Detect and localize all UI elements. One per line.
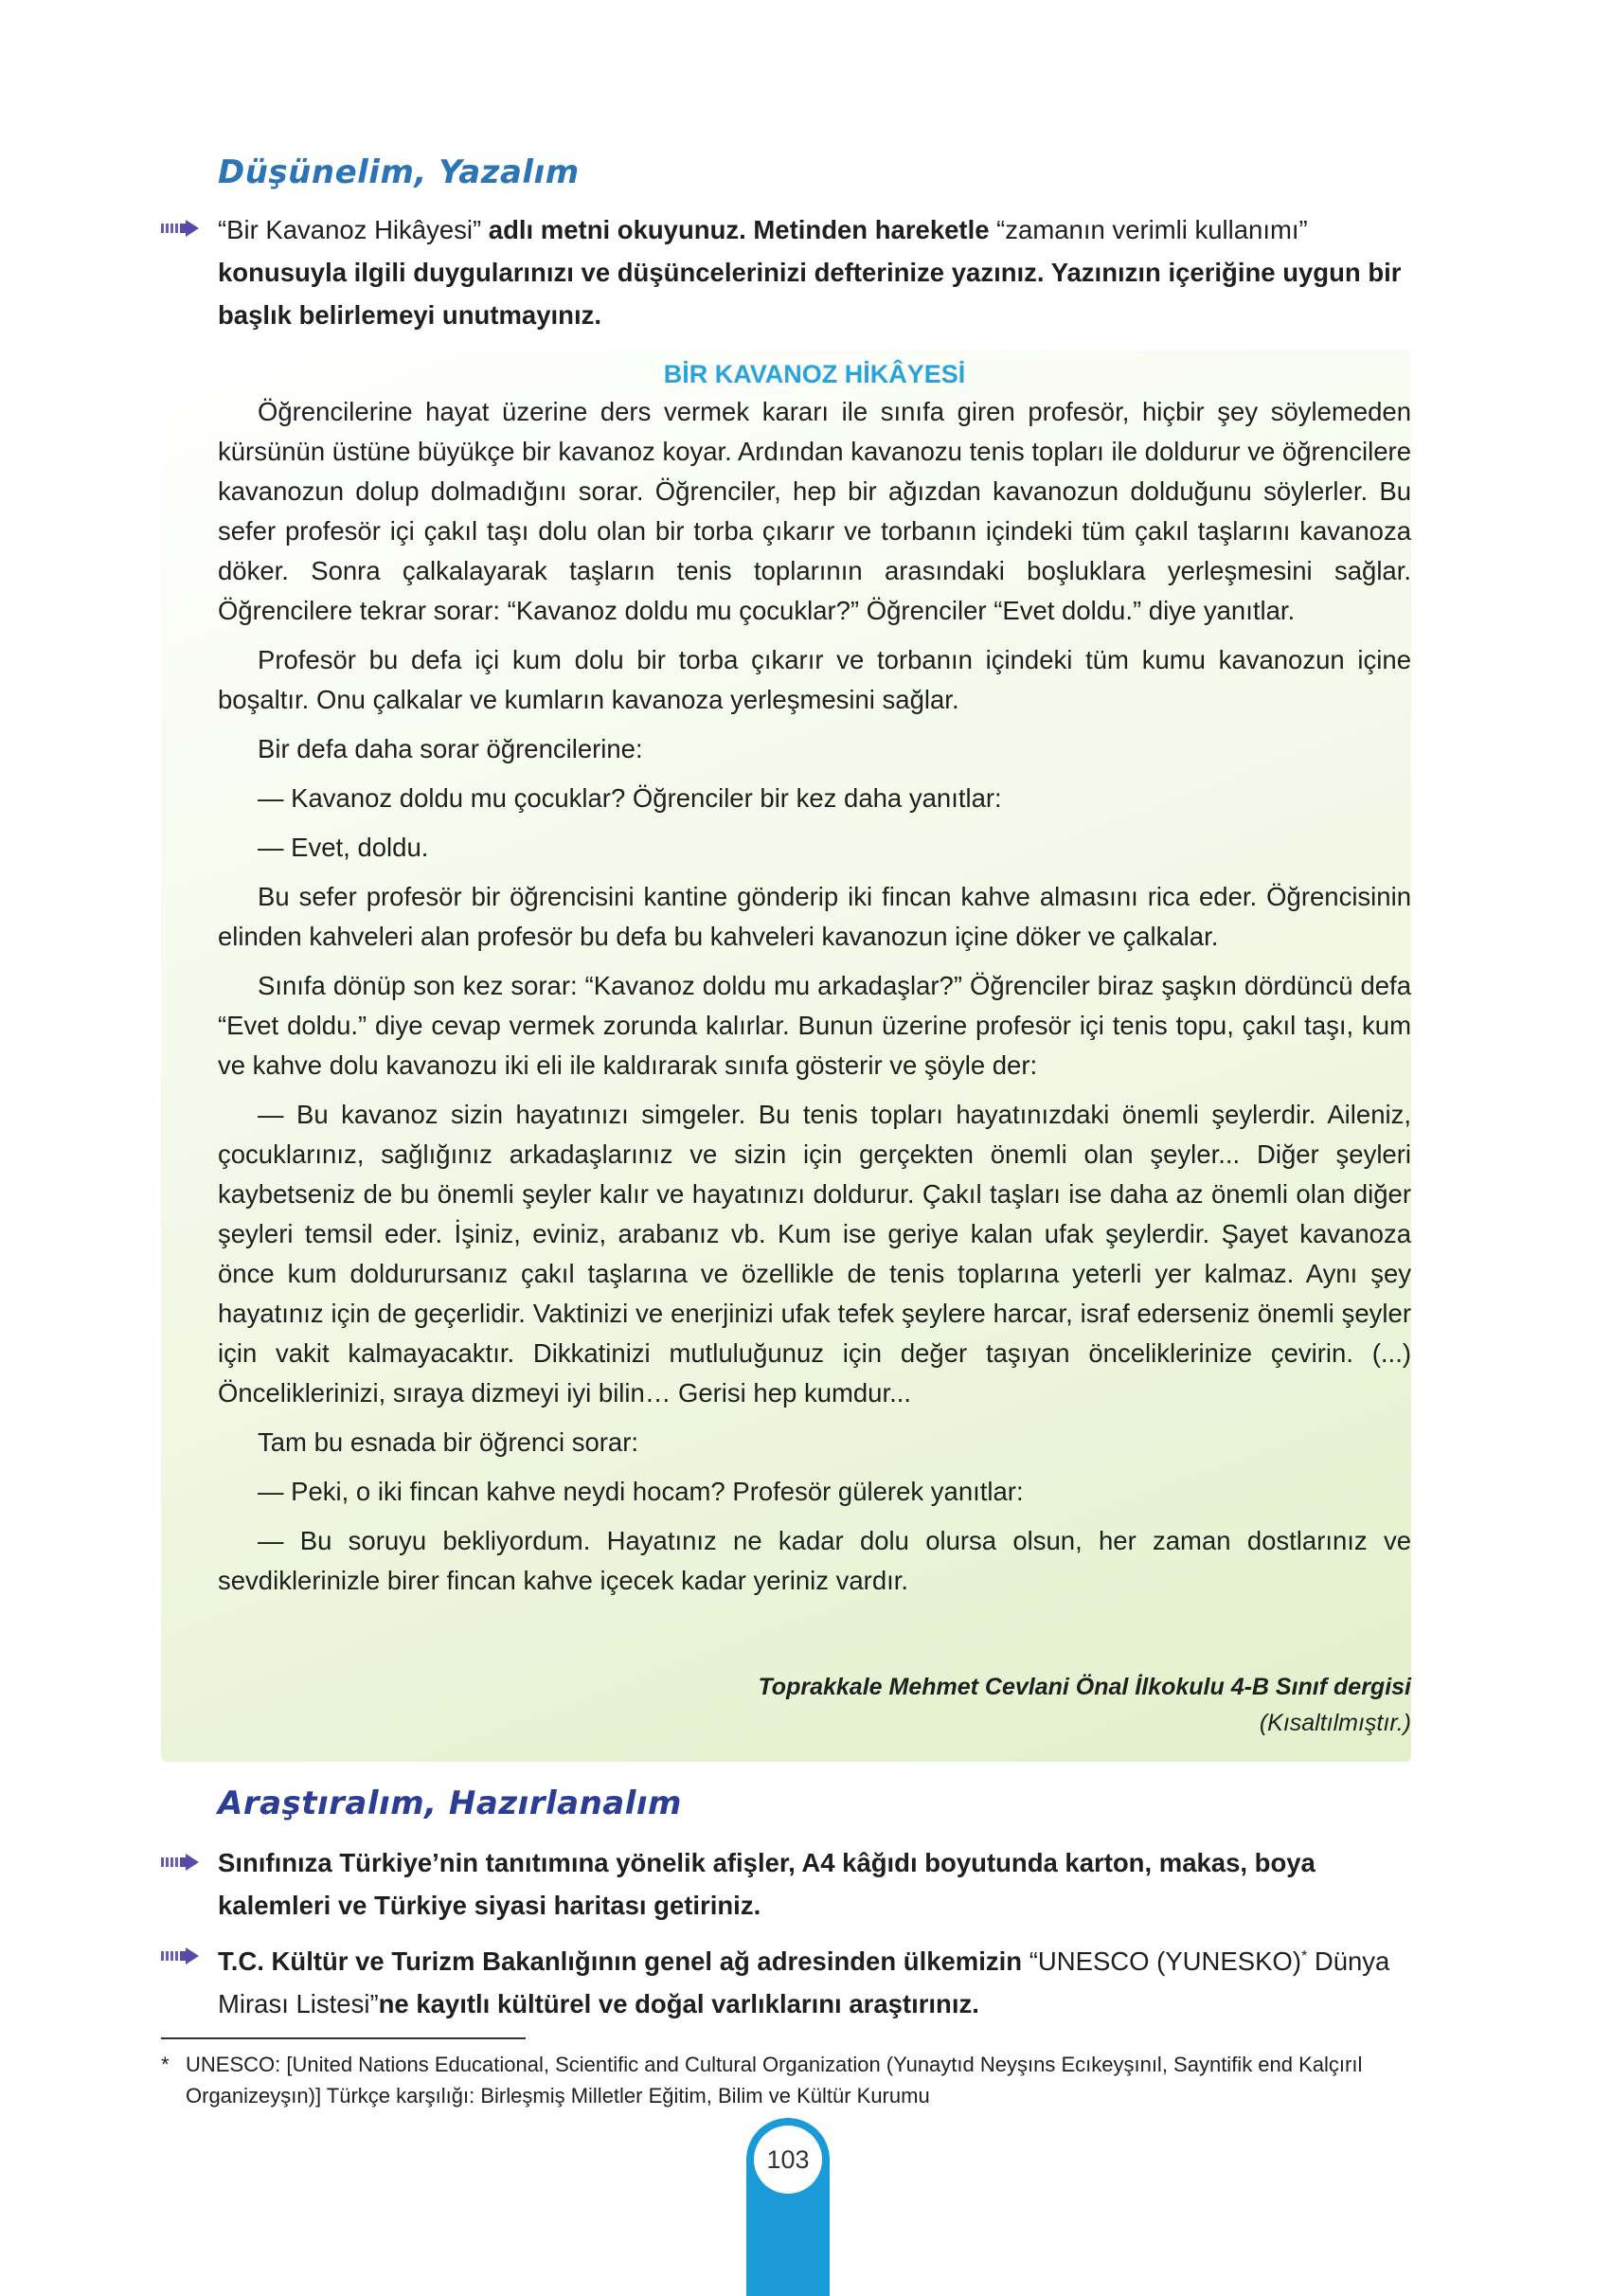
story-dialogue: — Evet, doldu. (258, 833, 429, 862)
task-unesco-list: Dünya Mirası Listesi” (218, 1946, 1390, 2019)
story-dialogue: — Bu soruyu bekliyordum. Hayatınız ne kadar dolu olursa olsun, her zaman dostlarınız ve sevdiklerinizle birer fincan kahve içecek kadar yeriniz vardır. (218, 1526, 1411, 1595)
task-materials-text: Sınıfınıza Türkiye’nin tanıtımına yönelik afişler, A4 kâğıdı boyutunda karton, makas, boya kalemleri ve Türkiye siyasi haritası getiriniz. (218, 1848, 1316, 1920)
instruction-quote-topic: “zamanın verimli kullanımı” (996, 215, 1308, 244)
instruction-quote-title: “Bir Kavanoz Hikâyesi” (218, 215, 482, 244)
story-title: BİR KAVANOZ HİKÂYESİ (663, 360, 966, 388)
story-paragraph: Bir defa daha sorar öğrencilerine: (258, 734, 643, 763)
story-source-name: Toprakkale Mehmet Cevlani Önal İlkokulu 4-B Sınıf dergisi (758, 1674, 1411, 1700)
footnote-divider (161, 2037, 526, 2039)
footnote (161, 2049, 1411, 2111)
footnote-marker: * (1300, 1948, 1308, 1964)
task-unesco-research (218, 1935, 1411, 2025)
task-unesco-quote: “UNESCO (YUNESKO) (1029, 1946, 1301, 1977)
story-paragraph: Öğrencilerine hayat üzerine ders vermek kararı ile sınıfa giren profesör, hiçbir şey söylemeden kürsünün üstüne büyükçe bir kavanoz koyar. Ardından kavanozu tenis topları ile doldurur ve öğrencilere kavanozun dolup dolmadığını sorar. Öğrenciler, hep bir ağızdan kavanozun dolduğunu söylerler. Bu sefer profesör içi çakıl taşı dolu olan bir torba çıkarır ve torbanın içindeki tüm çakıl taşlarını kavanoza döker. Sonra çalkalayarak taşların tenis toplarının arasındaki boşluklara yerleşmesini sağlar. Öğrencilere tekrar sorar: “Kavanoz doldu mu çocuklar?” Öğrenciler “Evet doldu.” diye yanıtlar. (218, 397, 1411, 625)
instruction-reading-task (218, 208, 1411, 336)
page-number: 103 (754, 2126, 822, 2194)
story-source (218, 1669, 1411, 1741)
task-unesco-bold-1: T.C. Kültür ve Turizm Bakanlığının genel ağ adresinden ülkemizin (218, 1946, 1029, 1977)
instruction-bold-2: konusuyla ilgili duygularınızı ve düşüncelerinizi defterinize yazınız. Yazınızın içeriğine uygun bir başlık belirlemeyi unutmayınız. (218, 258, 1402, 330)
story-dialogue: — Peki, o iki fincan kahve neydi hocam? Profesör gülerek yanıtlar: (258, 1477, 1024, 1506)
arrow-bullet-icon (161, 1854, 199, 1871)
section-title-arastiralim: Araştıralım, Hazırlanalım (218, 1785, 682, 1822)
story-paragraph: Profesör bu defa içi kum dolu bir torba çıkarır ve torbanın içindeki tüm kumu kavanozun içine boşaltır. Onu çalkalar ve kumların kavanoza yerleşmesini sağlar. (218, 645, 1411, 714)
story-paragraph: Bu sefer profesör bir öğrencisini kantine gönderip iki fincan kahve almasını rica eder. Öğrencisinin elinden kahveleri alan profesör bu defa bu kahveleri kavanozun içine döker ve çalkalar. (218, 882, 1411, 951)
footnote-star: * (161, 2053, 170, 2076)
story-paragraph: Tam bu esnada bir öğrenci sorar: (258, 1427, 639, 1457)
task-materials (218, 1841, 1411, 1927)
task-unesco-bold-2: ne kayıtlı kültürel ve doğal varlıklarını araştırınız. (378, 1989, 979, 2019)
arrow-bullet-icon (161, 1947, 199, 1964)
footnote-text: UNESCO: [United Nations Educational, Scientific and Cultural Organization (Yunaytıd Neyşıns Ecıkeyşınıl, Sayntifik end Kalçırıl Organizeyşın)] Türkçe karşılığı: Birleşmiş Milletler Eğitim, Bilim ve Kültür Kurumu (186, 2053, 1363, 2108)
arrow-bullet-icon (161, 220, 199, 237)
section-title-dusunelim: Düşünelim, Yazalım (218, 153, 580, 191)
story-abridged-note: (Kısaltılmıştır.) (1259, 1710, 1411, 1736)
story-paragraph: Sınıfa dönüp son kez sorar: “Kavanoz doldu mu arkadaşlar?” Öğrenciler biraz şaşkın dördüncü defa “Evet doldu.” diye cevap vermek zorunda kalırlar. Bunun üzerine profesör içi tenis topu, çakıl taşı, kum ve kahve dolu kavanozu iki eli ile kaldırarak sınıfa gösterir ve şöyle der: (218, 971, 1411, 1080)
instruction-bold-1: adlı metni okuyunuz. Metinden hareketle (481, 215, 997, 244)
story-dialogue: — Bu kavanoz sizin hayatınızı simgeler. Bu tenis topları hayatınızdaki önemli şeylerdir. Aileniz, çocuklarınız, sağlığınız arkadaşlarınız ve sizin için gerçekten önemli olan şeyler... Diğer şeyleri kaybetseniz de bu önemli şeyler kalır ve hayatınızı doldurur. Çakıl taşları ise daha az önemli olan diğer şeyleri temsil eder. İşiniz, eviniz, arabanız vb. Kum ise geriye kalan ufak şeylerdir. Şayet kavanoza önce kum doldurursanız çakıl taşlarına ve özellikle de tenis toplarına yeterli yer kalmaz. Aynı şey hayatınız için de geçerlidir. Vaktinizi ve enerjinizi ufak tefek şeylere harcar, israf ederseniz önemli şeyler için vakit kalmayacaktır. Dikkatinizi mutluluğunuz için değer taşıyan önceliklerinize çevirin. (...) Önceliklerinizi, sıraya dizmeyi iyi bilin… Gerisi hep kumdur... (218, 1100, 1411, 1408)
story-text (218, 392, 1411, 1610)
story-dialogue: — Kavanoz doldu mu çocuklar? Öğrenciler bir kez daha yanıtlar: (258, 783, 1002, 813)
